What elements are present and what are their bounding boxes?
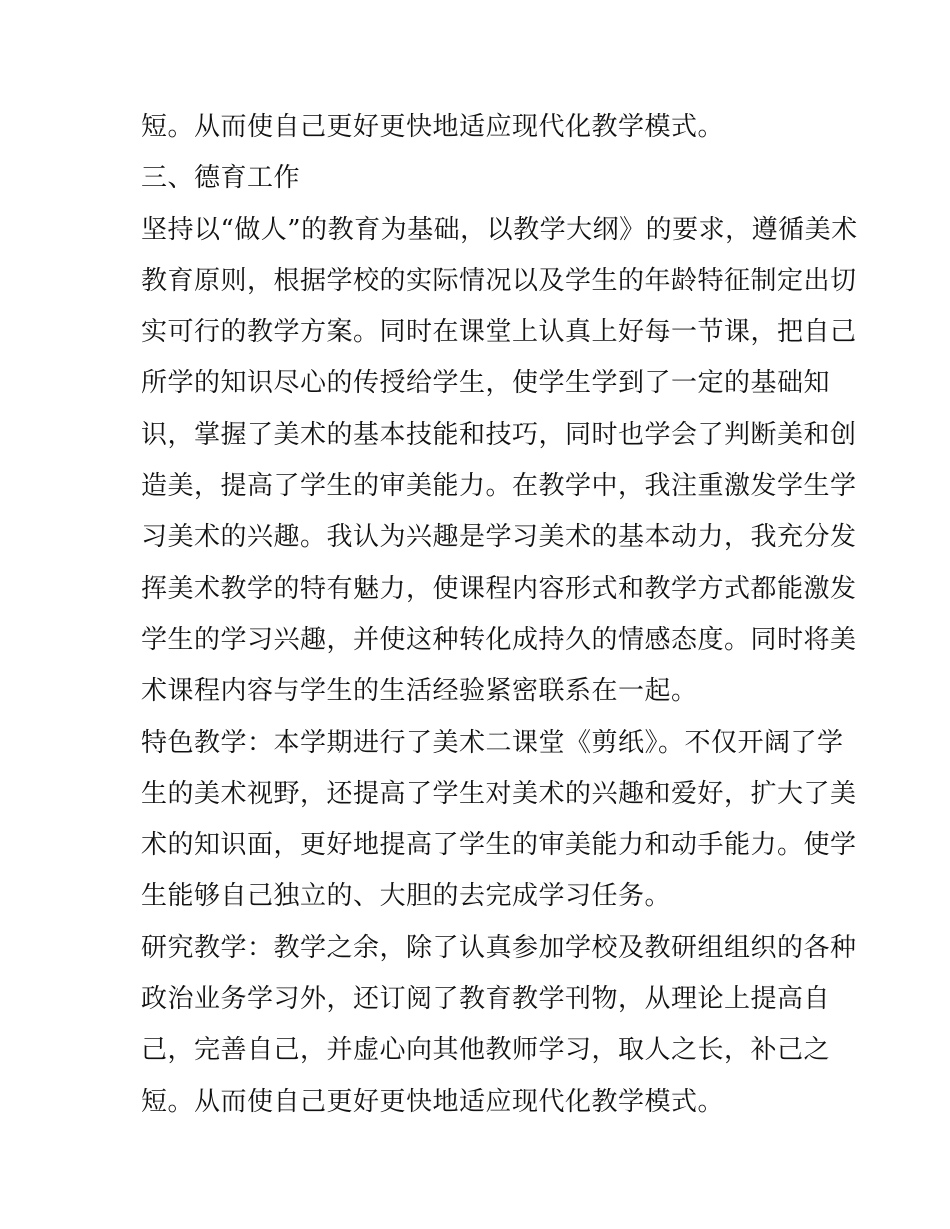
section-heading: 三、德育工作 (141, 163, 301, 194)
text-line: 术课程内容与学生的生活经验紧密联系在一起。 (141, 676, 698, 707)
text-line: 政治业务学习外，还订阅了教育教学刊物，从理论上提高自 (141, 984, 831, 1015)
document-body-text (141, 102, 858, 1128)
text-line: 己，完善自己，并虚心向其他教师学习，取人之长，补己之 (141, 1035, 831, 1066)
text-line: 研究教学：教学之余，除了认真参加学校及教研组组织的各种 (141, 932, 857, 963)
text-line: 学生的学习兴趣，并使这种转化成持久的情感态度。同时将美 (141, 624, 857, 655)
text-line: 短。从而使自己更好更快地适应现代化教学模式。 (141, 1086, 725, 1117)
text-line: 生能够自己独立的、大胆的去完成学习任务。 (141, 881, 672, 912)
text-line: 识，掌握了美术的基本技能和技巧，同时也学会了判断美和创 (141, 419, 857, 450)
text-line: 教育原则，根据学校的实际情况以及学生的年龄特征制定出切 (141, 265, 857, 296)
text-line: 造美，提高了学生的审美能力。在教学中，我注重激发学生学 (141, 471, 857, 502)
text-line: 术的知识面，更好地提高了学生的审美能力和动手能力。使学 (141, 830, 857, 861)
text-line: 生的美术视野，还提高了学生对美术的兴趣和爱好，扩大了美 (141, 778, 857, 809)
text-line: 短。从而使自己更好更快地适应现代化教学模式。 (141, 112, 725, 142)
text-line: 所学的知识尽心的传授给学生，使学生学到了一定的基础知 (141, 368, 831, 399)
text-line: 挥美术教学的特有魅力，使课程内容形式和教学方式都能激发 (141, 573, 857, 604)
text-line: 特色教学：本学期进行了美术二课堂《剪纸》。不仅开阔了学 (141, 727, 844, 758)
text-line: 坚持以“做人”的教育为基础，以教学大纲》的要求，遵循美术 (141, 214, 858, 245)
text-line: 习美术的兴趣。我认为兴趣是学习美术的基本动力，我充分发 (141, 522, 857, 553)
text-line: 实可行的教学方案。同时在课堂上认真上好每一节课，把自己 (141, 317, 857, 348)
